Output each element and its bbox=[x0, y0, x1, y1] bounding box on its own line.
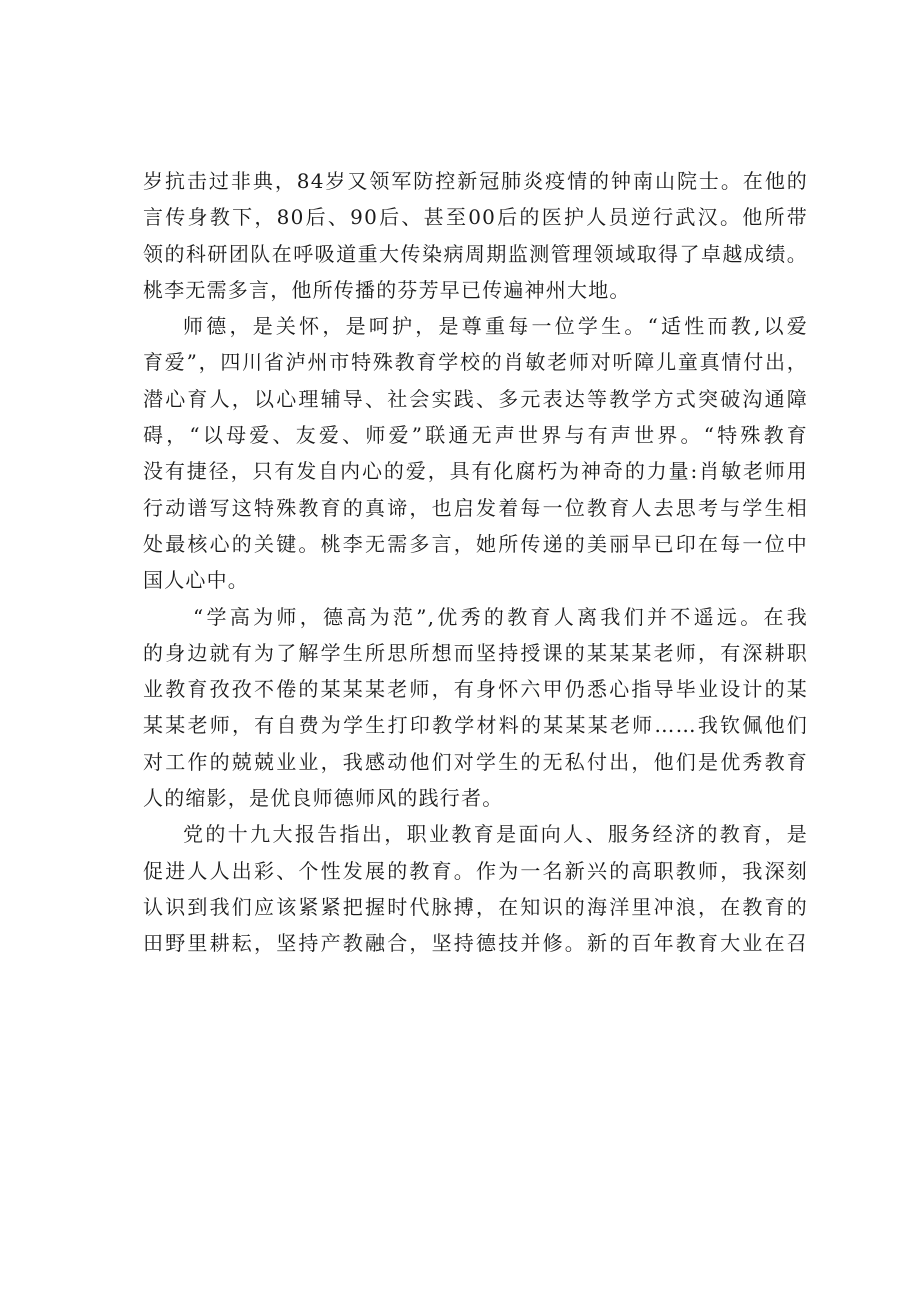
paragraph-4 bbox=[143, 816, 808, 961]
text-line: 某某老师，有自费为学生打印教学材料的某某某老师……我钦佩他们 bbox=[143, 713, 808, 738]
text-line: 没有捷径，只有发自内心的爱，具有化腐朽为神奇的力量:肖敏老师用 bbox=[143, 459, 808, 484]
text-line: 党的十九大报告指出，职业教育是面向人、服务经济的教育，是 bbox=[183, 822, 808, 847]
paragraph-1 bbox=[143, 163, 808, 308]
text-line: 师德，是关怀，是呵护，是尊重每一位学生。“适性而教,以爱 bbox=[183, 314, 808, 339]
text-line: 业教育孜孜不倦的某某某老师，有身怀六甲仍悉心指导毕业设计的某 bbox=[143, 677, 808, 702]
paragraph-2 bbox=[143, 308, 808, 598]
text-line: 人的缩影，是优良师德师风的践行者。 bbox=[143, 786, 504, 811]
text-line: 行动谱写这特殊教育的真谛，也启发着每一位教育人去思考与学生相 bbox=[143, 495, 808, 520]
text-line: 言传身教下，80后、90后、甚至00后的医护人员逆行武汉。他所带 bbox=[143, 205, 808, 230]
text-line: 领的科研团队在呼吸道重大传染病周期监测管理领域取得了卓越成绩。 bbox=[143, 241, 808, 266]
text-line: 育爱”，四川省泸州市特殊教育学校的肖敏老师对听障儿童真情付出， bbox=[143, 350, 808, 375]
text-line: 岁抗击过非典，84岁又领军防控新冠肺炎疫情的钟南山院士。在他的 bbox=[143, 169, 808, 193]
text-line: 促进人人出彩、个性发展的教育。作为一名新兴的高职教师，我深刻 bbox=[143, 858, 808, 883]
text-line: 桃李无需多言，他所传播的芬芳早已传遍神州大地。 bbox=[143, 277, 631, 302]
text-line: 国人心中。 bbox=[143, 568, 249, 593]
document-body bbox=[143, 163, 808, 962]
text-line: 处最核心的关键。桃李无需多言，她所传递的美丽早已印在每一位中 bbox=[143, 531, 808, 556]
paragraph-3 bbox=[143, 599, 808, 817]
text-line: 潜心育人，以心理辅导、社会实践、多元表达等教学方式突破沟通障 bbox=[143, 386, 808, 411]
text-line: 的身边就有为了解学生所思所想而坚持授课的某某某老师，有深耕职 bbox=[143, 640, 808, 665]
text-line: “学高为师，德高为范”,优秀的教育人离我们并不遥远。在我 bbox=[193, 604, 808, 629]
text-line: 田野里耕耘，坚持产教融合，坚持德技并修。新的百年教育大业在召 bbox=[143, 931, 808, 956]
text-line: 对工作的兢兢业业，我感动他们对学生的无私付出，他们是优秀教育 bbox=[143, 749, 808, 774]
text-line: 认识到我们应该紧紧把握时代脉搏，在知识的海洋里冲浪，在教育的 bbox=[143, 894, 808, 919]
text-line: 碍，“以母爱、友爱、师爱”联通无声世界与有声世界。“特殊教育 bbox=[143, 423, 808, 448]
